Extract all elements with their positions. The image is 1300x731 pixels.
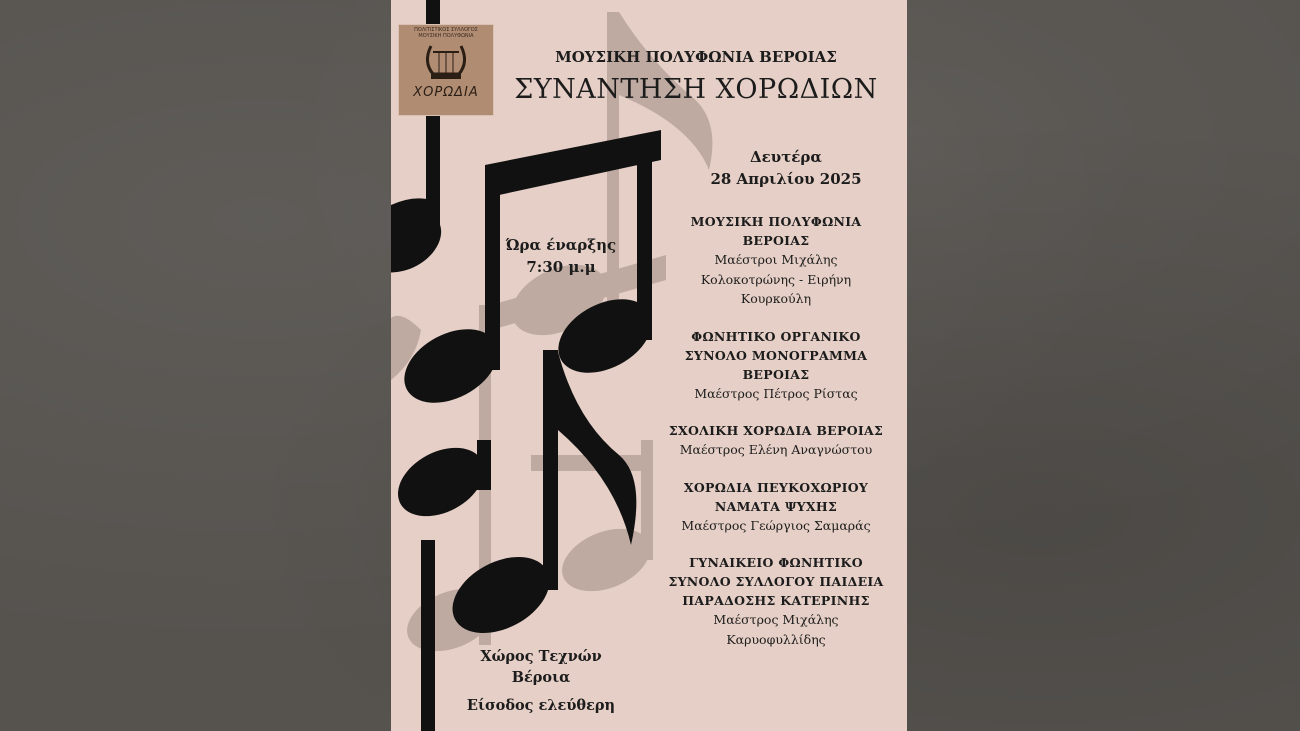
start-time <box>491 234 631 278</box>
venue-city: Βέροια <box>511 669 571 686</box>
organizer-name: ΜΟΥΣΙΚΗ ΠΟΛΥΦΩΝΙΑ ΒΕΡΟΙΑΣ <box>555 48 837 66</box>
event-title: ΣΥΝΑΝΤΗΣΗ ΧΟΡΩΔΙΩΝ <box>514 74 878 105</box>
list-item <box>646 478 906 536</box>
start-time-value: 7:30 μ.μ <box>526 258 596 276</box>
lyre-icon <box>421 42 471 86</box>
choir-name: ΓΥΝΑΙΚΕΙΟ ΦΩΝΗΤΙΚΟ ΣΥΝΟΛΟ ΣΥΛΛΟΓΟΥ ΠΑΙΔΕΙΑ ΠΑΡΑΔΟΣΗΣ ΚΑΤΕΡΙΝΗΣ <box>668 555 884 608</box>
choir-conductor: Μαέστροι Μιχάλης Κολοκοτρώνης - Ειρήνη Κουρκούλη <box>700 252 852 306</box>
start-time-label: Ώρα έναρξης <box>505 236 617 254</box>
event-full-date: 28 Απριλίου 2025 <box>710 170 862 188</box>
list-item <box>646 553 906 649</box>
event-date <box>681 146 891 190</box>
choir-name: ΣΧΟΛΙΚΗ ΧΟΡΩΔΙΑ ΒΕΡΟΙΑΣ <box>668 423 884 438</box>
choir-name: ΦΩΝΗΤΙΚΟ ΟΡΓΑΝΙΚΟ ΣΥΝΟΛΟ ΜΟΝΟΓΡΑΜΜΑ ΒΕΡΟΙΑΣ <box>684 328 868 382</box>
event-day: Δευτέρα <box>750 148 822 166</box>
venue-place: Χώρος Τεχνών <box>480 648 602 665</box>
choir-name: ΜΟΥΣΙΚΗ ΠΟΛΥΦΩΝΙΑ ΒΕΡΟΙΑΣ <box>690 214 862 248</box>
choir-conductor: Μαέστρος Ελένη Αναγνώστου <box>679 442 873 457</box>
choir-list <box>646 212 906 667</box>
logo-name: ΧΟΡΩΔΙΑ <box>413 85 479 100</box>
logo-top-text: ΠΟΛΙΤΙΣΤΙΚΟΣ ΣΥΛΛΟΓΟΣ ΜΟΥΣΙΚΗ ΠΟΛΥΦΩΝΙΑ <box>414 27 478 39</box>
list-item <box>646 212 906 309</box>
event-poster <box>391 0 907 731</box>
choir-name: ΧΟΡΩΔΙΑ ΠΕΥΚΟΧΩΡΙΟΥ ΝΑΜΑΤΑ ΨΥΧΗΣ <box>683 479 869 514</box>
choir-conductor: Μαέστρος Μιχάλης Καρυοφυλλίδης <box>713 612 839 647</box>
list-item <box>646 421 906 460</box>
choir-conductor: Μαέστρος Γεώργιος Σαμαράς <box>681 517 871 533</box>
choir-conductor: Μαέστρος Πέτρος Ρίστας <box>694 385 858 401</box>
list-item <box>646 327 906 404</box>
venue-info <box>441 646 641 716</box>
choir-logo <box>398 24 494 116</box>
entry-info: Είσοδος ελεύθερη <box>466 697 616 714</box>
